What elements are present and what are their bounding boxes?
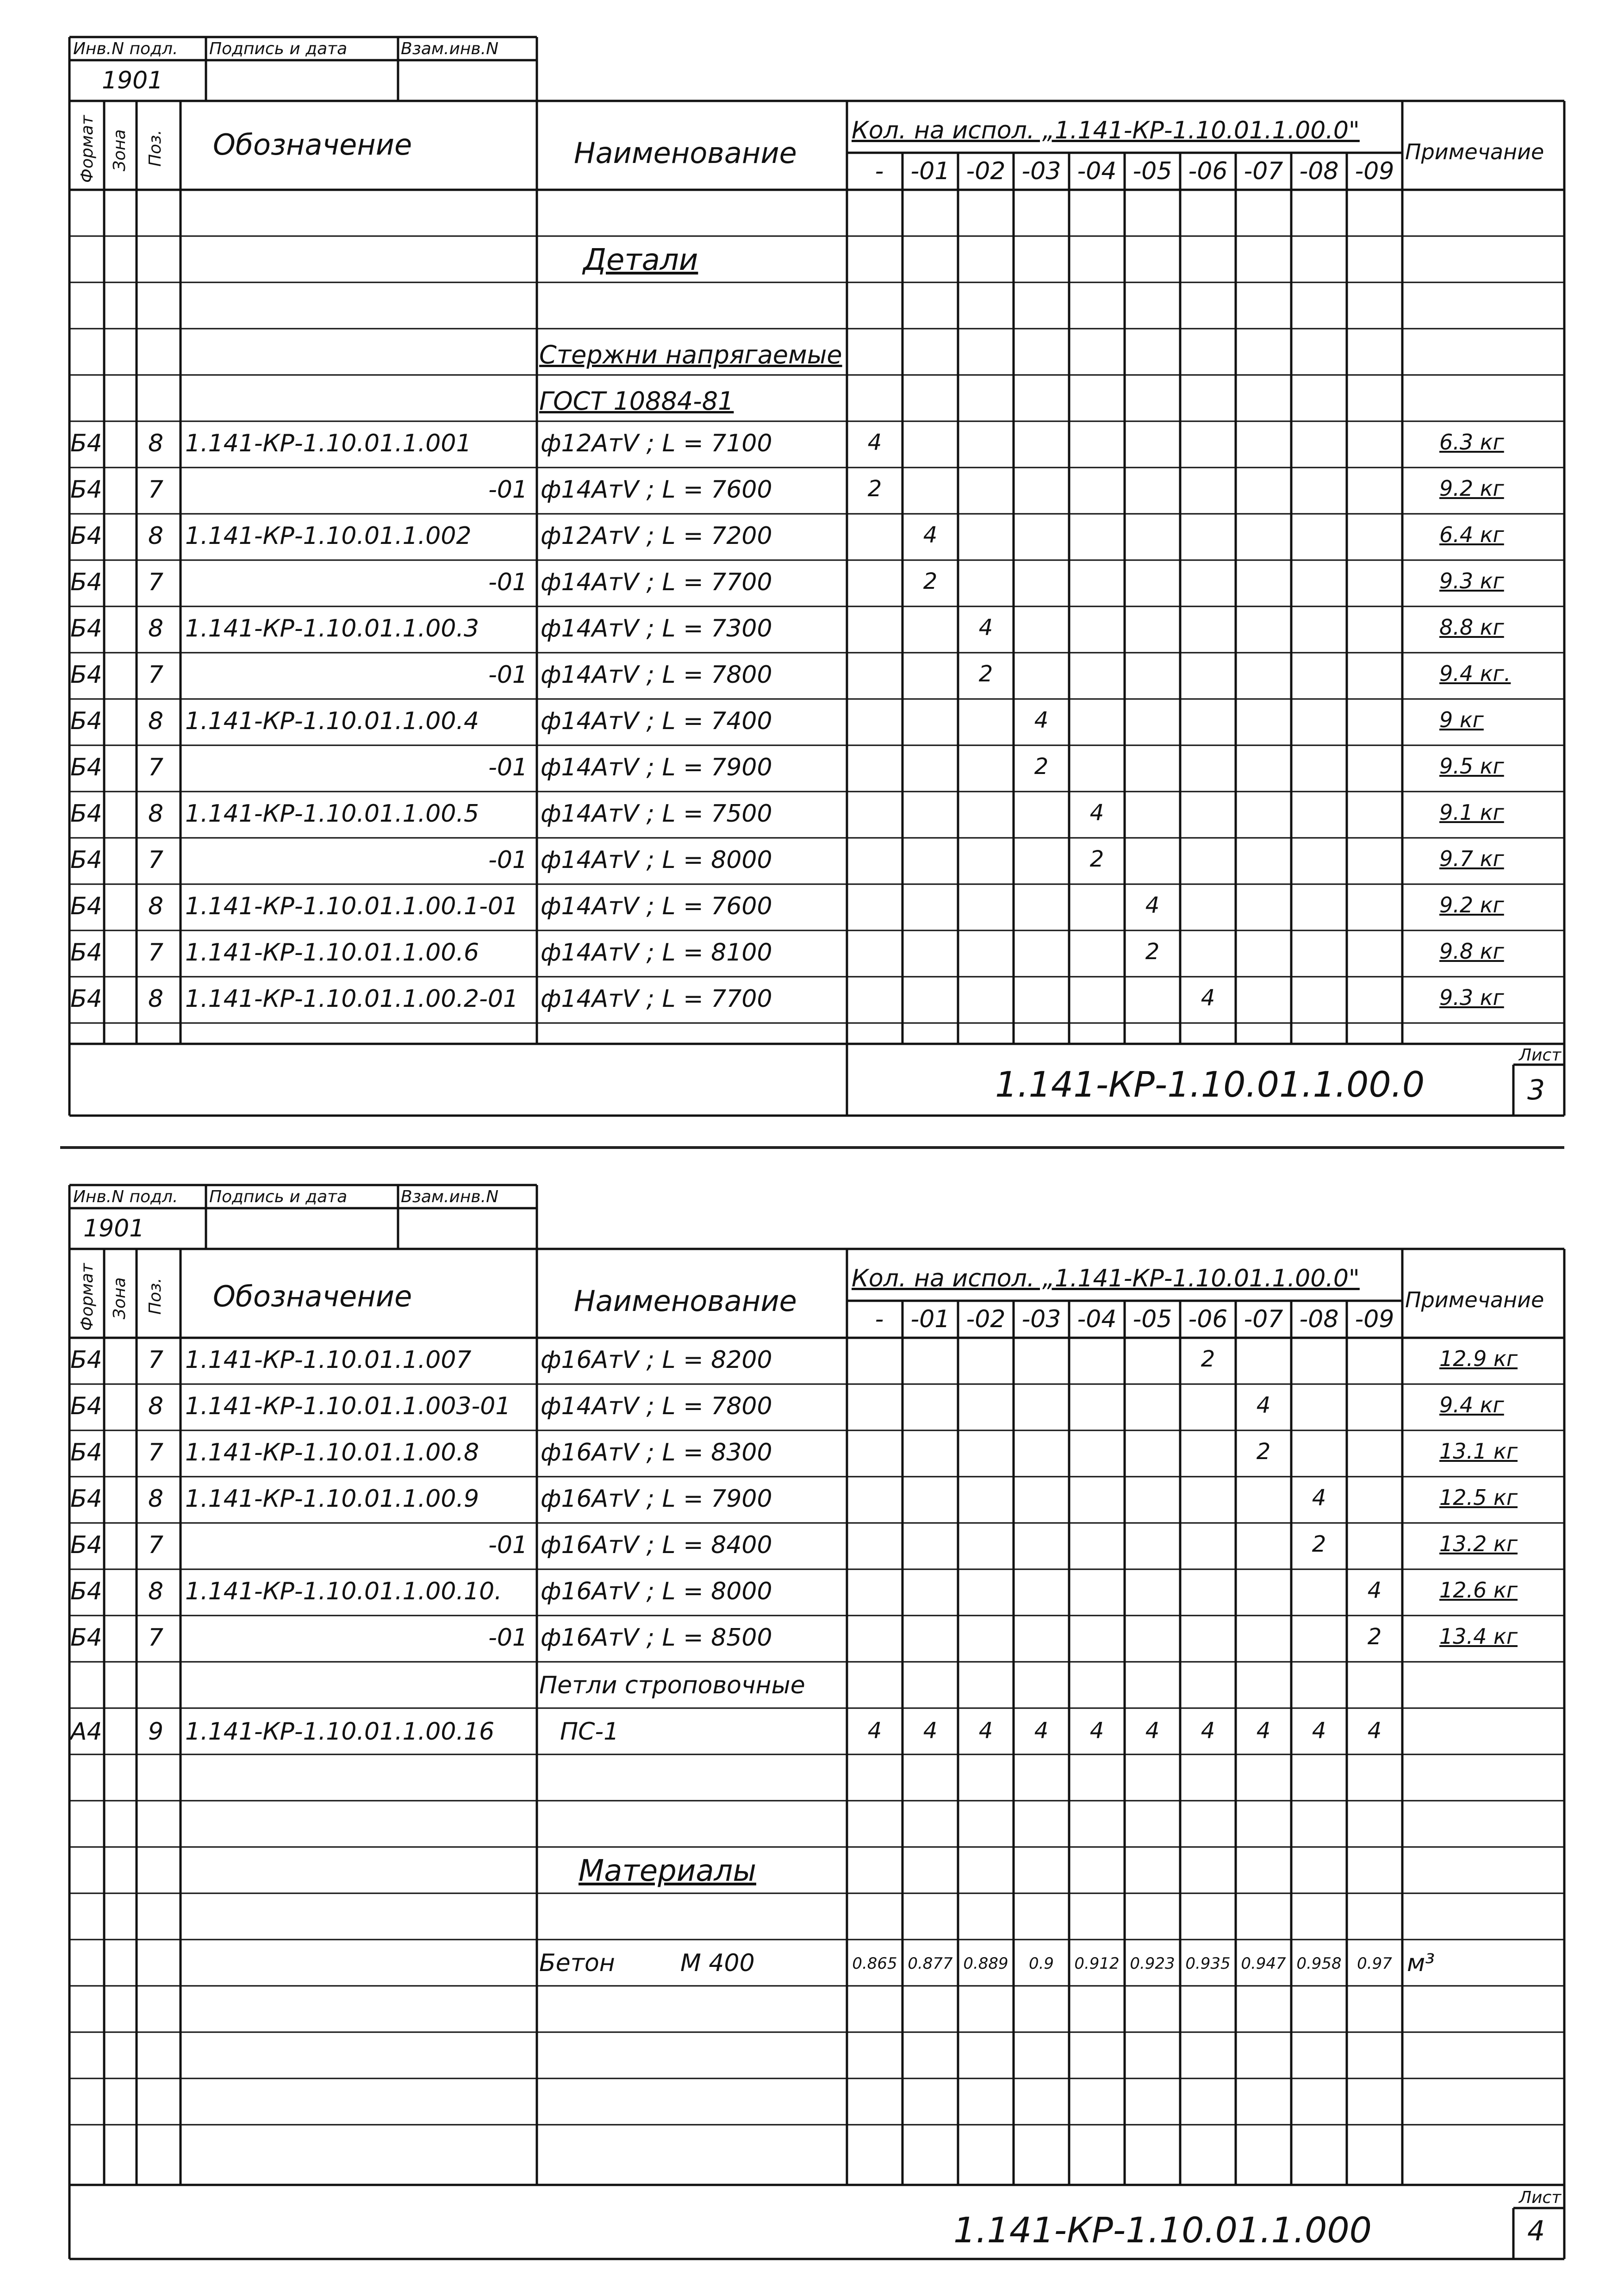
designation-cell: -01 bbox=[488, 476, 528, 504]
qty-cell: 0.877 bbox=[908, 1954, 953, 1973]
pos-cell: 8 bbox=[148, 1392, 164, 1420]
note-cell: 9.7 кг bbox=[1439, 846, 1504, 871]
qty-cell: 4 bbox=[923, 522, 938, 548]
designation-cell: 1.141-КР-1.10.01.1.00.16 bbox=[185, 1718, 495, 1746]
format-cell: Б4 bbox=[70, 615, 102, 643]
qty-cell: 4 bbox=[1201, 1718, 1215, 1744]
pos-header: Поз. bbox=[146, 1278, 165, 1315]
designation-cell: 1.141-КР-1.10.01.1.00.6 bbox=[185, 939, 479, 967]
qty-cell: 2 bbox=[1312, 1531, 1326, 1557]
qty-cell: 2 bbox=[1145, 939, 1160, 965]
qty-cell: 0.889 bbox=[963, 1954, 1008, 1973]
designation-cell: -01 bbox=[488, 1531, 528, 1559]
pos-cell: 8 bbox=[148, 522, 164, 550]
name-cell: ф12АтV ; L = 7100 bbox=[541, 430, 772, 457]
format-cell: Б4 bbox=[70, 754, 102, 781]
name-cell: ф14АтV ; L = 7800 bbox=[541, 661, 772, 689]
designation-cell: 1.141-КР-1.10.01.1.00.9 bbox=[185, 1485, 479, 1513]
note-cell: 13.2 кг bbox=[1439, 1531, 1518, 1556]
format-cell: Б4 bbox=[70, 707, 102, 735]
qty-cell: 2 bbox=[1256, 1439, 1271, 1465]
designation-cell: 1.141-КР-1.10.01.1.00.8 bbox=[185, 1439, 479, 1466]
name-cell: ф16АтV ; L = 8300 bbox=[541, 1439, 772, 1466]
qty-cell: 4 bbox=[1312, 1718, 1326, 1744]
inv-label: Инв.N подл. bbox=[73, 39, 178, 58]
format-cell: Б4 bbox=[70, 430, 102, 457]
qty-cell: 4 bbox=[1089, 800, 1104, 826]
format-cell: Б4 bbox=[70, 568, 102, 596]
col-header: -04 bbox=[1077, 1305, 1117, 1333]
pos-cell: 7 bbox=[148, 939, 164, 967]
col-header: -06 bbox=[1188, 157, 1228, 185]
name-cell: ПС-1 bbox=[560, 1718, 619, 1746]
name-header: Наименование bbox=[574, 1284, 797, 1318]
qty-cell: 4 bbox=[867, 430, 882, 455]
format-cell: Б4 bbox=[70, 1346, 102, 1374]
qty-cell: 4 bbox=[978, 1718, 993, 1744]
note-cell: 9.5 кг bbox=[1439, 754, 1504, 779]
designation-cell: 1.141-КР-1.10.01.1.007 bbox=[185, 1346, 472, 1374]
qty-cell: 2 bbox=[978, 661, 993, 687]
name-cell: ф16АтV ; L = 8500 bbox=[541, 1624, 772, 1652]
designation-cell: 1.141-КР-1.10.01.1.00.1-01 bbox=[185, 892, 519, 920]
format-header: Формат bbox=[78, 1263, 97, 1331]
qty-cell: 2 bbox=[1367, 1624, 1382, 1650]
name-cell: ф12АтV ; L = 7200 bbox=[541, 522, 772, 550]
document-stamp: 1.141-КР-1.10.01.1.000 bbox=[953, 2209, 1372, 2251]
subsection-loops: Петли строповочные bbox=[539, 1672, 805, 1699]
format-cell: Б4 bbox=[70, 939, 102, 967]
designation-cell: -01 bbox=[488, 846, 528, 874]
qty-cell: 4 bbox=[923, 1718, 938, 1744]
col-header: -06 bbox=[1188, 1305, 1228, 1333]
col-header: -07 bbox=[1244, 157, 1283, 185]
name-cell: ф16АтV ; L = 8000 bbox=[541, 1578, 772, 1605]
format-cell: Б4 bbox=[70, 892, 102, 920]
qty-cell: 0.923 bbox=[1130, 1954, 1175, 1973]
format-cell: Б4 bbox=[70, 476, 102, 504]
inv-value: 1901 bbox=[83, 1215, 145, 1242]
name-cell: ф14АтV ; L = 8000 bbox=[541, 846, 772, 874]
designation-cell: -01 bbox=[488, 754, 528, 781]
pos-header: Поз. bbox=[146, 130, 165, 167]
section-details: Детали bbox=[583, 243, 698, 277]
pos-cell: 8 bbox=[148, 800, 164, 828]
qty-cell: 0.935 bbox=[1185, 1954, 1231, 1973]
name-cell: ф14АтV ; L = 7700 bbox=[541, 568, 772, 596]
name-header: Наименование bbox=[574, 136, 797, 170]
note-header: Примечание bbox=[1405, 139, 1544, 164]
name-cell: ф16АтV ; L = 8200 bbox=[541, 1346, 772, 1374]
qty-cell: 2 bbox=[867, 476, 882, 502]
col-header: -01 bbox=[910, 1305, 950, 1333]
inv-value: 1901 bbox=[102, 67, 163, 94]
qty-cell: 4 bbox=[1089, 1718, 1104, 1744]
name-cell: ф16АтV ; L = 7900 bbox=[541, 1485, 772, 1513]
col-header: -01 bbox=[910, 157, 950, 185]
col-header: -02 bbox=[966, 1305, 1006, 1333]
note-header: Примечание bbox=[1405, 1287, 1544, 1312]
format-cell: А4 bbox=[70, 1718, 102, 1746]
format-cell: Б4 bbox=[70, 846, 102, 874]
pos-cell: 7 bbox=[148, 754, 164, 781]
section-materials: Материалы bbox=[579, 1854, 756, 1888]
qty-cell: 4 bbox=[1256, 1718, 1271, 1744]
qty-cell: 0.912 bbox=[1074, 1954, 1120, 1973]
format-cell: Б4 bbox=[70, 800, 102, 828]
qty-cell: 4 bbox=[1256, 1392, 1271, 1418]
note-cell: 9 кг bbox=[1439, 707, 1484, 732]
designation-cell: 1.141-КР-1.10.01.1.00.5 bbox=[185, 800, 479, 828]
qty-cell: 4 bbox=[978, 615, 993, 641]
designation-header: Обозначение bbox=[213, 1279, 412, 1313]
pos-cell: 8 bbox=[148, 430, 164, 457]
pos-cell: 7 bbox=[148, 661, 164, 689]
sheet-label: Лист bbox=[1519, 2188, 1562, 2207]
qty-cell: 4 bbox=[1367, 1578, 1382, 1603]
pos-cell: 7 bbox=[148, 1531, 164, 1559]
name-cell: ф16АтV ; L = 8400 bbox=[541, 1531, 772, 1559]
format-cell: Б4 bbox=[70, 522, 102, 550]
replace-label: Взам.инв.N bbox=[401, 39, 499, 58]
sheet-number: 3 bbox=[1527, 1074, 1545, 1106]
document-stamp: 1.141-КР-1.10.01.1.00.0 bbox=[995, 1064, 1425, 1105]
designation-cell: -01 bbox=[488, 568, 528, 596]
qty-cell: 4 bbox=[1312, 1485, 1326, 1511]
designation-cell: 1.141-КР-1.10.01.1.00.3 bbox=[185, 615, 479, 643]
col-header: -08 bbox=[1299, 1305, 1339, 1333]
qty-cell: 0.947 bbox=[1241, 1954, 1286, 1973]
col-header: -09 bbox=[1355, 157, 1394, 185]
format-header: Формат bbox=[78, 115, 97, 183]
qty-cell: 4 bbox=[1367, 1718, 1382, 1744]
col-header: - bbox=[875, 1305, 884, 1333]
designation-cell: 1.141-КР-1.10.01.1.00.2-01 bbox=[185, 985, 519, 1013]
name-cell: ф14АтV ; L = 7500 bbox=[541, 800, 772, 828]
col-header: -04 bbox=[1077, 157, 1117, 185]
pos-cell: 7 bbox=[148, 846, 164, 874]
designation-header: Обозначение bbox=[213, 128, 412, 162]
col-header: -02 bbox=[966, 157, 1006, 185]
qty-cell: 2 bbox=[1089, 846, 1104, 872]
designation-cell: 1.141-КР-1.10.01.1.00.10. bbox=[185, 1578, 502, 1605]
designation-cell: 1.141-КР-1.10.01.1.002 bbox=[185, 522, 472, 550]
concrete-unit: м³ bbox=[1407, 1949, 1435, 1977]
name-cell: ф14АтV ; L = 7300 bbox=[541, 615, 772, 643]
name-cell: ф14АтV ; L = 8100 bbox=[541, 939, 772, 967]
concrete-grade: М 400 bbox=[680, 1949, 755, 1977]
pos-cell: 8 bbox=[148, 892, 164, 920]
col-header: - bbox=[875, 157, 884, 185]
name-cell: ф14АтV ; L = 7400 bbox=[541, 707, 772, 735]
note-cell: 9.2 кг bbox=[1439, 476, 1504, 501]
qty-title: Кол. на испол. „1.141-КР-1.10.01.1.00.0" bbox=[852, 117, 1360, 144]
format-cell: Б4 bbox=[70, 1624, 102, 1652]
designation-cell: 1.141-КР-1.10.01.1.00.4 bbox=[185, 707, 479, 735]
format-cell: Б4 bbox=[70, 661, 102, 689]
note-cell: 12.5 кг bbox=[1439, 1485, 1518, 1510]
qty-cell: 0.9 bbox=[1028, 1954, 1054, 1973]
format-cell: Б4 bbox=[70, 1578, 102, 1605]
name-cell: ф14АтV ; L = 7900 bbox=[541, 754, 772, 781]
note-cell: 9.3 кг bbox=[1439, 568, 1504, 593]
qty-cell: 0.958 bbox=[1296, 1954, 1342, 1973]
qty-cell: 0.865 bbox=[852, 1954, 897, 1973]
col-header: -07 bbox=[1244, 1305, 1283, 1333]
pos-cell: 7 bbox=[148, 476, 164, 504]
pos-cell: 7 bbox=[148, 568, 164, 596]
subsection-rods: Стержни напрягаемые bbox=[539, 340, 842, 369]
name-cell: ф14АтV ; L = 7600 bbox=[541, 476, 772, 504]
qty-cell: 2 bbox=[1201, 1346, 1215, 1372]
pos-cell: 9 bbox=[148, 1718, 164, 1746]
qty-cell: 4 bbox=[1145, 1718, 1160, 1744]
format-cell: Б4 bbox=[70, 1439, 102, 1466]
sign-label: Подпись и дата bbox=[209, 1187, 348, 1206]
designation-cell: -01 bbox=[488, 661, 528, 689]
specification-sheet-3 bbox=[0, 0, 1624, 1143]
pos-cell: 8 bbox=[148, 707, 164, 735]
qty-cell: 4 bbox=[867, 1718, 882, 1744]
note-cell: 9.8 кг bbox=[1439, 939, 1504, 964]
qty-title: Кол. на испол. „1.141-КР-1.10.01.1.00.0" bbox=[852, 1265, 1360, 1292]
replace-label: Взам.инв.N bbox=[401, 1187, 499, 1206]
note-cell: 9.4 кг. bbox=[1439, 661, 1511, 686]
designation-cell: 1.141-КР-1.10.01.1.003-01 bbox=[185, 1392, 511, 1420]
concrete-name: Бетон bbox=[539, 1949, 615, 1977]
format-cell: Б4 bbox=[70, 985, 102, 1013]
qty-cell: 4 bbox=[1034, 707, 1049, 733]
qty-cell: 4 bbox=[1034, 1718, 1049, 1744]
col-header: -05 bbox=[1132, 157, 1172, 185]
note-cell: 9.3 кг bbox=[1439, 985, 1504, 1010]
col-header: -08 bbox=[1299, 157, 1339, 185]
pos-cell: 7 bbox=[148, 1624, 164, 1652]
note-cell: 6.4 кг bbox=[1439, 522, 1504, 547]
name-cell: ф14АтV ; L = 7600 bbox=[541, 892, 772, 920]
qty-cell: 4 bbox=[1145, 892, 1160, 918]
note-cell: 9.2 кг bbox=[1439, 892, 1504, 917]
qty-cell: 2 bbox=[923, 568, 938, 594]
col-header: -03 bbox=[1021, 157, 1061, 185]
name-cell: ф14АтV ; L = 7800 bbox=[541, 1392, 772, 1420]
note-cell: 12.9 кг bbox=[1439, 1346, 1518, 1371]
note-cell: 12.6 кг bbox=[1439, 1578, 1518, 1603]
pos-cell: 8 bbox=[148, 985, 164, 1013]
sheet-label: Лист bbox=[1519, 1046, 1562, 1065]
col-header: -05 bbox=[1132, 1305, 1172, 1333]
format-cell: Б4 bbox=[70, 1485, 102, 1513]
pos-cell: 8 bbox=[148, 615, 164, 643]
note-cell: 6.3 кг bbox=[1439, 430, 1504, 455]
gost-reference: ГОСТ 10884-81 bbox=[539, 387, 734, 416]
pos-cell: 7 bbox=[148, 1346, 164, 1374]
pos-cell: 7 bbox=[148, 1439, 164, 1466]
sign-label: Подпись и дата bbox=[209, 39, 348, 58]
col-header: -03 bbox=[1021, 1305, 1061, 1333]
specification-sheet-4 bbox=[0, 1148, 1624, 2291]
note-cell: 8.8 кг bbox=[1439, 615, 1504, 640]
zone-header: Зона bbox=[110, 129, 129, 171]
qty-cell: 4 bbox=[1201, 985, 1215, 1011]
sheet-number: 4 bbox=[1527, 2215, 1545, 2247]
zone-header: Зона bbox=[110, 1277, 129, 1319]
pos-cell: 8 bbox=[148, 1485, 164, 1513]
qty-cell: 0.97 bbox=[1357, 1954, 1392, 1973]
pos-cell: 8 bbox=[148, 1578, 164, 1605]
designation-cell: -01 bbox=[488, 1624, 528, 1652]
format-cell: Б4 bbox=[70, 1392, 102, 1420]
note-cell: 13.4 кг bbox=[1439, 1624, 1518, 1649]
note-cell: 9.4 кг bbox=[1439, 1392, 1504, 1417]
qty-cell: 2 bbox=[1034, 754, 1049, 780]
format-cell: Б4 bbox=[70, 1531, 102, 1559]
note-cell: 9.1 кг bbox=[1439, 800, 1504, 825]
inv-label: Инв.N подл. bbox=[73, 1187, 178, 1206]
note-cell: 13.1 кг bbox=[1439, 1439, 1518, 1464]
name-cell: ф14АтV ; L = 7700 bbox=[541, 985, 772, 1013]
designation-cell: 1.141-КР-1.10.01.1.001 bbox=[185, 430, 472, 457]
col-header: -09 bbox=[1355, 1305, 1394, 1333]
